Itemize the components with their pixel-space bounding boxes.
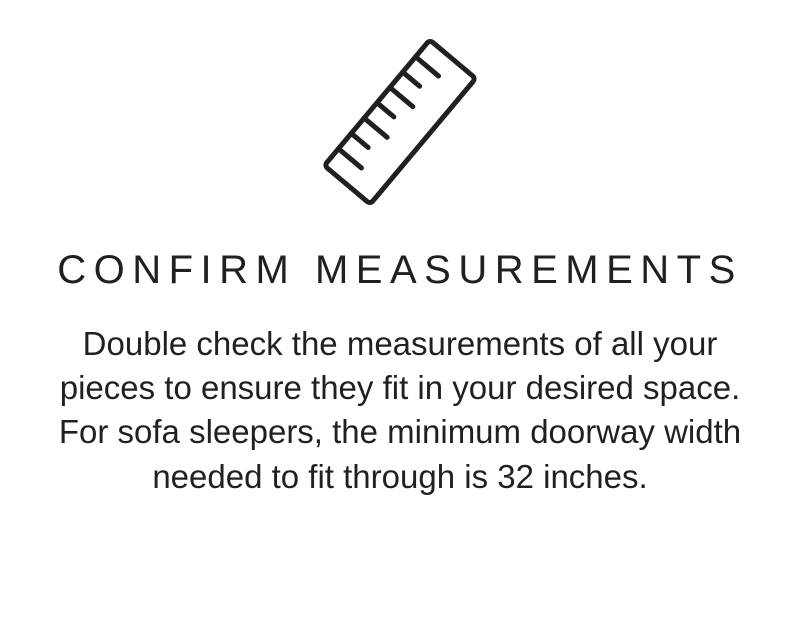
page-title: CONFIRM MEASUREMENTS [57, 248, 743, 292]
description-text: Double check the measurements of all your pieces to ensure they fit in your desired space. For sofa sleepers, the minimum doorway width needed to fit through is 32 inches. [58, 325, 742, 495]
ruler-icon [290, 22, 510, 222]
